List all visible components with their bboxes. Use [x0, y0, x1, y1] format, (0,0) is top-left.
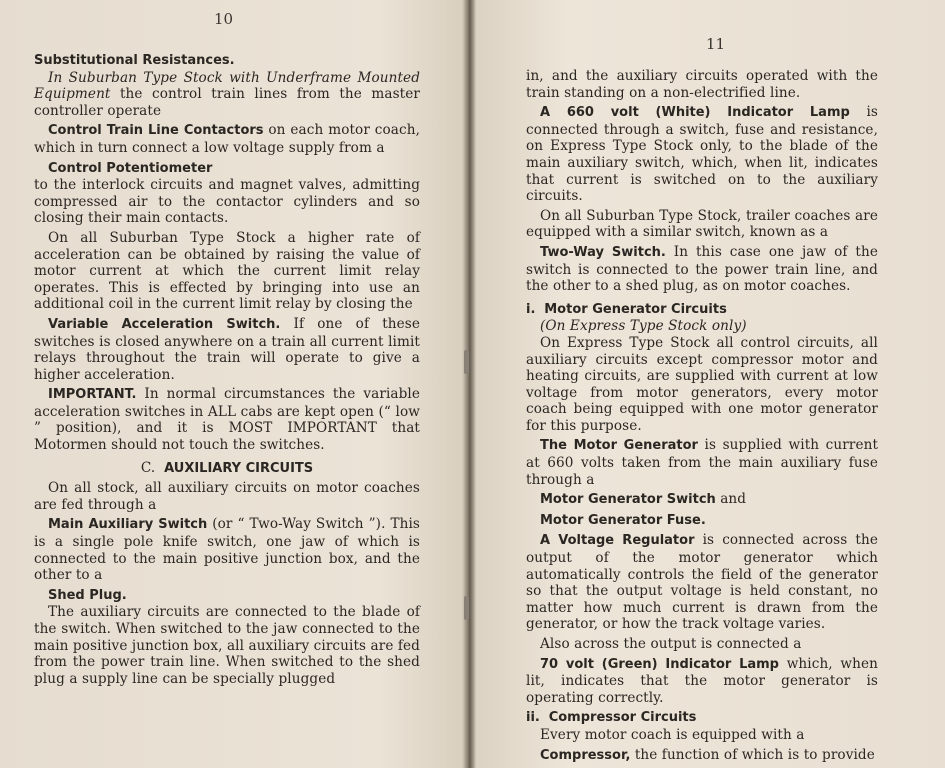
paragraph-text: If one of these switches is closed anywhere on a train all current limit relays throughout the train will operate to give a higher acceleration. [34, 315, 420, 383]
heading-important: IMPORTANT. [48, 387, 137, 403]
staple [464, 350, 469, 374]
section-heading-c [34, 460, 420, 478]
heading-the-motor-generator: The Motor Generator [540, 438, 698, 454]
section-letter: C. [140, 459, 156, 476]
heading-substitutional-resistances: Substitutional Resistances. [34, 53, 235, 68]
section-title: AUXILIARY CIRCUITS [164, 460, 314, 476]
paragraph-text: on each motor coach, which in turn connect a low voltage supply from a [34, 122, 420, 156]
paragraph-text: the function of which is to provide [630, 746, 875, 763]
paragraph-text: in, and the auxiliary circuits operated with the train standing on a non-electrified line. [526, 68, 878, 101]
paragraph-text: On all Suburban Type Stock, trailer coaches are equipped with a similar switch, known as a [526, 207, 878, 241]
paragraph-italic-lead: In Suburban Type Stock with Underframe Mounted Equipment [34, 69, 420, 103]
heading-motor-generator-switch: Motor Generator Switch [540, 492, 716, 508]
section-title-motor-generator-circuits: Motor Generator Circuits [544, 301, 727, 317]
section-number-i: i. [526, 301, 536, 317]
heading-shed-plug: Shed Plug. [48, 587, 127, 603]
heading-660-volt-indicator-lamp: A 660 volt (White) Indicator Lamp [540, 105, 850, 121]
heading-70-volt-indicator-lamp: 70 volt (Green) Indicator Lamp [540, 656, 779, 672]
section-title-compressor-circuits: Compressor Circuits [548, 710, 697, 726]
paragraph-text: On Express Type Stock all control circuits, all auxiliary circuits except compressor motor and heating circuits, are supplied with current at low voltage from motor generators, every motor coach being equipped with one motor generator for this purpose. [526, 334, 878, 434]
page-number: 11 [706, 35, 726, 53]
heading-two-way-switch: Two-Way Switch. [540, 244, 666, 260]
paragraph-text: (or “ Two-Way Switch ”). This is a single pole knife switch, one jaw of which is connected to the main positive junction box, and the other to a [34, 516, 420, 584]
left-page-text [34, 52, 420, 687]
paragraph-text: to the interlock circuits and magnet valves, admitting compressed air to the contactor cylinders and so closing their main contacts. [34, 177, 420, 227]
paragraph-text: Also across the output is connected a [540, 636, 802, 652]
heading-motor-generator-fuse: Motor Generator Fuse. [540, 512, 706, 528]
paragraph-text: is connected through a switch, fuse and resistance, on Express Type Stock only, to the blade of the main auxiliary switch, which, when lit, indicates that current is switched on to the auxiliary circuits. [526, 104, 878, 205]
paragraph-text: In this case one jaw of the switch is connected to the power train line, and the other to a shed plug, as on motor coaches. [526, 243, 878, 295]
left-page [0, 0, 468, 768]
paragraph-text: The auxiliary circuits are connected to the blade of the switch. When switched to the jaw connected to the main positive junction box, all auxiliary circuits are fed from the power train line. When switched to the shed plug a supply line can be specially plugged [34, 604, 420, 687]
section-number-ii: ii. [526, 710, 540, 726]
section-subtitle: (On Express Type Stock only) [540, 318, 747, 335]
paragraph-text: is connected across the output of the motor generator which automatically controls the field of the generator so that the output voltage is held constant, no matter how much current is drawn from the generator, or how the track voltage varies. [526, 532, 878, 633]
staple [464, 596, 469, 620]
heading-voltage-regulator: A Voltage Regulator [540, 533, 695, 549]
heading-variable-acceleration-switch: Variable Acceleration Switch. [48, 316, 281, 332]
heading-main-auxiliary-switch: Main Auxiliary Switch [48, 517, 208, 533]
page-number: 10 [214, 10, 234, 28]
paragraph-text: In normal circumstances the variable acceleration switches in ALL cabs are kept open (“ low ” position), and it is MOST IMPORTANT that Motormen should not touch the switches. [34, 386, 420, 454]
heading-control-train-line-contactors: Control Train Line Contactors [48, 123, 264, 139]
paragraph-text: and [715, 491, 747, 508]
paragraph-text: Every motor coach is equipped with a [540, 726, 805, 743]
paragraph-text: On all stock, all auxiliary circuits on motor coaches are fed through a [34, 480, 420, 513]
right-page [470, 0, 945, 768]
paragraph-text: On all Suburban Type Stock a higher rate of acceleration can be obtained by raising the value of motor current at which the current limit relay operates. This is effected by bringing into use an additional coil in the current limit relay by closing the [34, 229, 420, 313]
heading-control-potentiometer: Control Potentiometer [48, 160, 213, 176]
paragraph-text: is supplied with current at 660 volts taken from the main auxiliary fuse through a [526, 437, 879, 488]
paragraph-text: the control train lines from the master controller operate [34, 86, 420, 119]
right-page-text [526, 68, 878, 764]
heading-compressor: Compressor, [540, 747, 631, 763]
paragraph-text: which, when lit, indicates that the motor generator is operating correctly. [526, 655, 878, 706]
